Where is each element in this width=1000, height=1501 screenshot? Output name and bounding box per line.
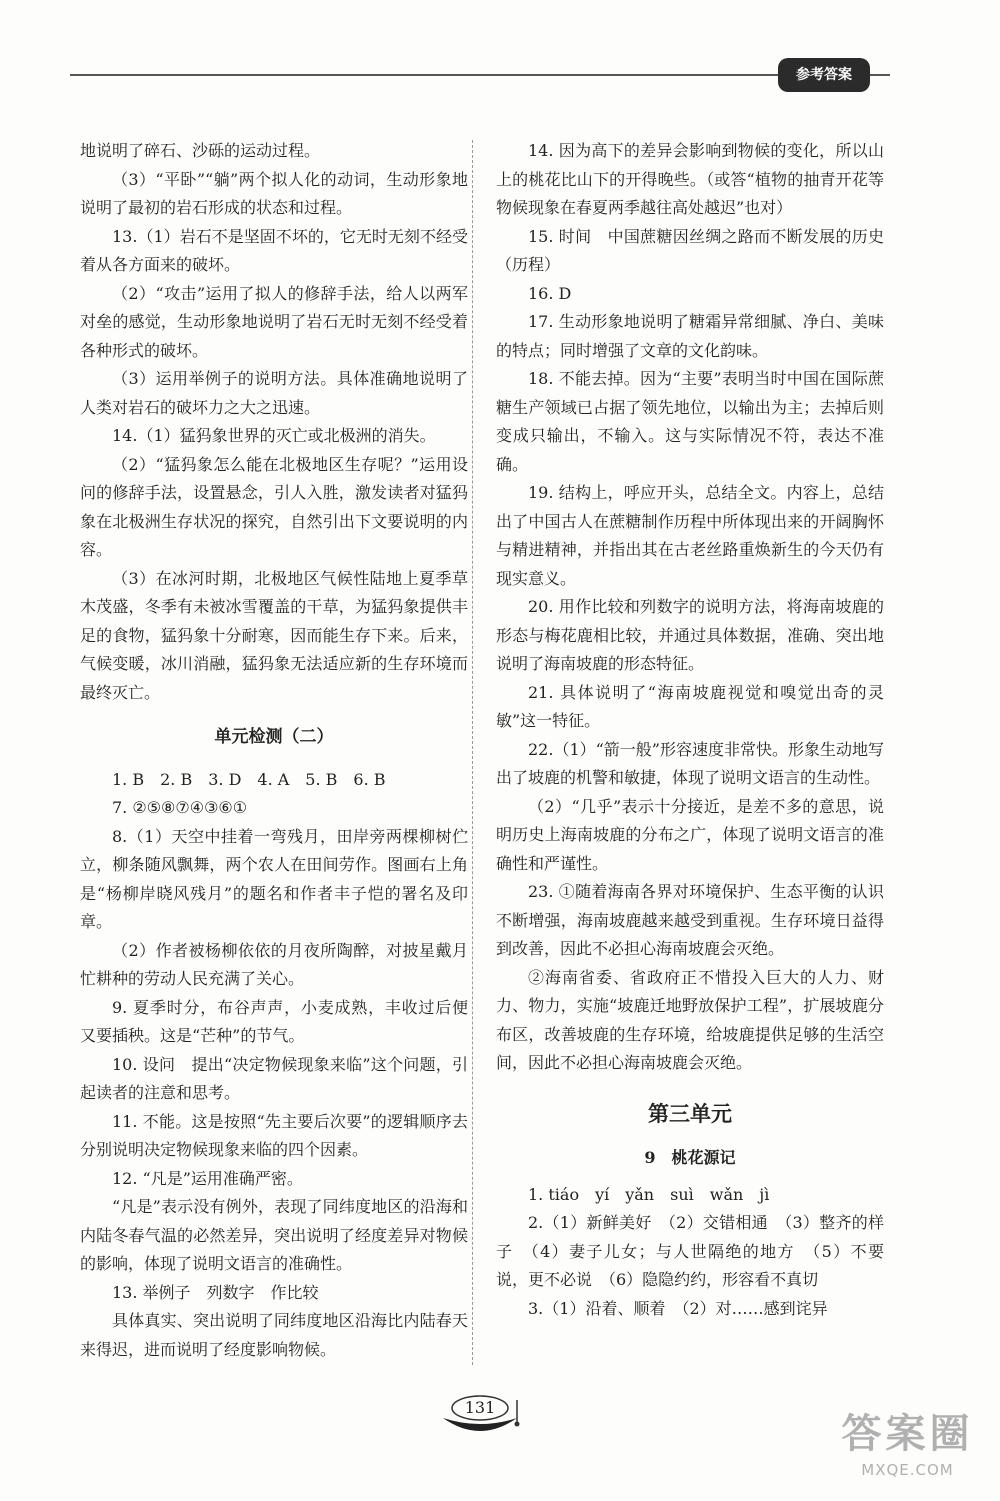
answer-paragraph: 13.（1）岩石不是坚固不坏的，它无时无刻不经受着从各方面来的破坏。	[80, 226, 468, 274]
answer-paragraph: 1. B 2. B 3. D 4. A 5. B 6. B	[112, 769, 386, 789]
answer-paragraph: 20. 用作比较和列数字的说明方法，将海南坡鹿的形态与梅花鹿相比较，并通过具体数据，准确、突出地说明了海南坡鹿的形态特征。	[496, 597, 884, 673]
answer-paragraph: 17. 生动形象地说明了糖霜异常细腻、净白、美味的特点；同时增强了文章的文化韵味。	[496, 312, 884, 360]
answer-paragraph: 具体真实、突出说明了同纬度地区沿海比内陆春天来得迟，进而说明了经度影响物候。	[80, 1311, 468, 1359]
watermark-main: 答案圈	[841, 1411, 974, 1457]
section-heading: 单元检测（二）	[214, 727, 334, 747]
answer-paragraph: 22.（1）“箭一般”形容速度非常快。形象生动地写出了坡鹿的机警和敏捷，体现了说明文语言的生动性。	[496, 739, 884, 787]
answer-paragraph: 8.（1）天空中挂着一弯残月，田岸旁两棵柳树伫立，柳条随风飘舞，两个农人在田间劳作。图画右上角是“杨柳岸晓风残月”的题名和作者丰子恺的署名及印章。	[80, 826, 468, 931]
answer-paragraph: （2）“几乎”表示十分接近，是差不多的意思，说明历史上海南坡鹿的分布之广，体现了说明文语言的准确性和严谨性。	[496, 796, 884, 873]
watermark-sub: MXQE.COM	[861, 1461, 954, 1479]
header-rule	[70, 74, 890, 76]
answer-paragraph: 12. “凡是”运用准确严密。	[112, 1168, 303, 1188]
answer-paragraph: ②海南省委、省政府正不惜投入巨大的人力、财力、物力，实施“坡鹿迁地野放保护工程”，扩展坡鹿分布区，改善坡鹿的生存环境，给坡鹿提供足够的生活空间，因此不必担心海南坡鹿会灭绝。	[496, 967, 884, 1072]
answer-paragraph: 7. ②⑤⑧⑦④③⑥①	[112, 798, 248, 817]
answer-paragraph: 15. 时间 中国蔗糖因丝绸之路而不断发展的历史（历程）	[496, 226, 884, 274]
answer-paragraph: （3）在冰河时期，北极地区气候性陆地上夏季草木茂盛，冬季有未被冰雪覆盖的干草，为猛犸象提供丰足的食物，猛犸象十分耐寒，因而能生存下来。后来，气候变暖，冰川消融，猛犸象无法适应新的生存环境而最终灭亡。	[80, 568, 468, 702]
answer-paragraph: 14. 因为高下的差异会影响到物候的变化，所以山上的桃花比山下的开得晚些。（或答“植物的抽青开花等物候现象在春夏两季越往高处越迟”也对）	[496, 141, 884, 217]
answer-paragraph: “凡是”表示没有例外，表现了同纬度地区的沿海和内陆冬春气温的必然差异，突出说明了经度差异对物候的影响，体现了说明文语言的准确性。	[80, 1197, 468, 1273]
section-heading: 第三单元	[648, 1101, 732, 1126]
answer-paragraph: 14.（1）猛犸象世界的灭亡或北极洲的消失。	[112, 426, 436, 445]
answer-paragraph: 16. D	[528, 283, 572, 303]
answer-paragraph: （3）运用举例子的说明方法。具体准确地说明了人类对岩石的破坏力之大之迅速。	[80, 369, 468, 417]
column-divider	[472, 140, 474, 1365]
answer-paragraph: 13. 举例子 列数字 作比较	[112, 1282, 319, 1302]
page-number-badge	[435, 1392, 525, 1438]
page-number: 131	[464, 1398, 496, 1417]
answer-paragraph: 地说明了碎石、沙砾的运动过程。	[80, 141, 321, 160]
section-heading: 9 桃花源记	[644, 1148, 736, 1167]
answer-paragraph: 19. 结构上，呼应开头，总结全文。内容上，总结出了中国古人在蔗糖制作历程中所体现出来的开阔胸怀与精进精神，并指出其在古老丝路重焕新生的今天仍有现实意义。	[496, 483, 884, 588]
answer-paragraph: 18. 不能去掉。因为“主要”表明当时中国在国际蔗糖生产领域已占据了领先地位，以输出为主；去掉后则变成只输出，不输入。这与实际情况不符，表达不准确。	[496, 369, 884, 474]
answer-paragraph: （3）“平卧”“躺”两个拟人化的动词，生动形象地说明了最初的岩石形成的状态和过程。	[80, 169, 468, 217]
answer-paragraph: 2.（1）新鲜美好 （2）交错相通 （3）整齐的样子 （4）妻子儿女；与人世隔绝的地方 （5）不要说，更不必说 （6）隐隐约约，形容看不真切	[496, 1213, 884, 1289]
answer-paragraph: 1. tiáo yí yǎn suì wǎn jì	[528, 1184, 770, 1204]
answer-paragraph: （2）“猛犸象怎么能在北极地区生存呢？”运用设问的修辞手法，设置悬念，引人入胜，激发读者对猛犸象在北极洲生存状况的探究，自然引出下文要说明的内容。	[80, 454, 468, 559]
left-column	[80, 137, 468, 1364]
answer-paragraph: 10. 设问 提出“决定物候现象来临”这个问题，引起读者的注意和思考。	[80, 1054, 468, 1102]
answer-paragraph: （2）作者被杨柳依依的月夜所陶醉，对披星戴月忙耕种的劳动人民充满了关心。	[80, 940, 468, 988]
answer-paragraph: 21. 具体说明了“海南坡鹿视觉和嗅觉出奇的灵敏”这一特征。	[496, 682, 884, 730]
header-tab: 参考答案	[778, 58, 870, 92]
answer-paragraph: 9. 夏季时分，布谷声声，小麦成熟，丰收过后便又要插秧。这是“芒种”的节气。	[80, 997, 468, 1045]
answer-paragraph: 3.（1）沿着、顺着 （2）对……感到诧异	[528, 1298, 828, 1318]
answer-paragraph: 23. ①随着海南各界对环境保护、生态平衡的认识不断增强，海南坡鹿越来越受到重视。生存环境日益得到改善，因此不必担心海南坡鹿会灭绝。	[496, 882, 884, 958]
right-column	[496, 137, 884, 1323]
watermark-logo	[820, 1408, 995, 1498]
answer-paragraph: （2）“攻击”运用了拟人的修辞手法，给人以两军对垒的感觉，生动形象地说明了岩石无时无刻不经受着各种形式的破坏。	[80, 283, 468, 360]
answer-paragraph: 11. 不能。这是按照“先主要后次要”的逻辑顺序去分别说明决定物候现象来临的四个因素。	[80, 1111, 468, 1159]
